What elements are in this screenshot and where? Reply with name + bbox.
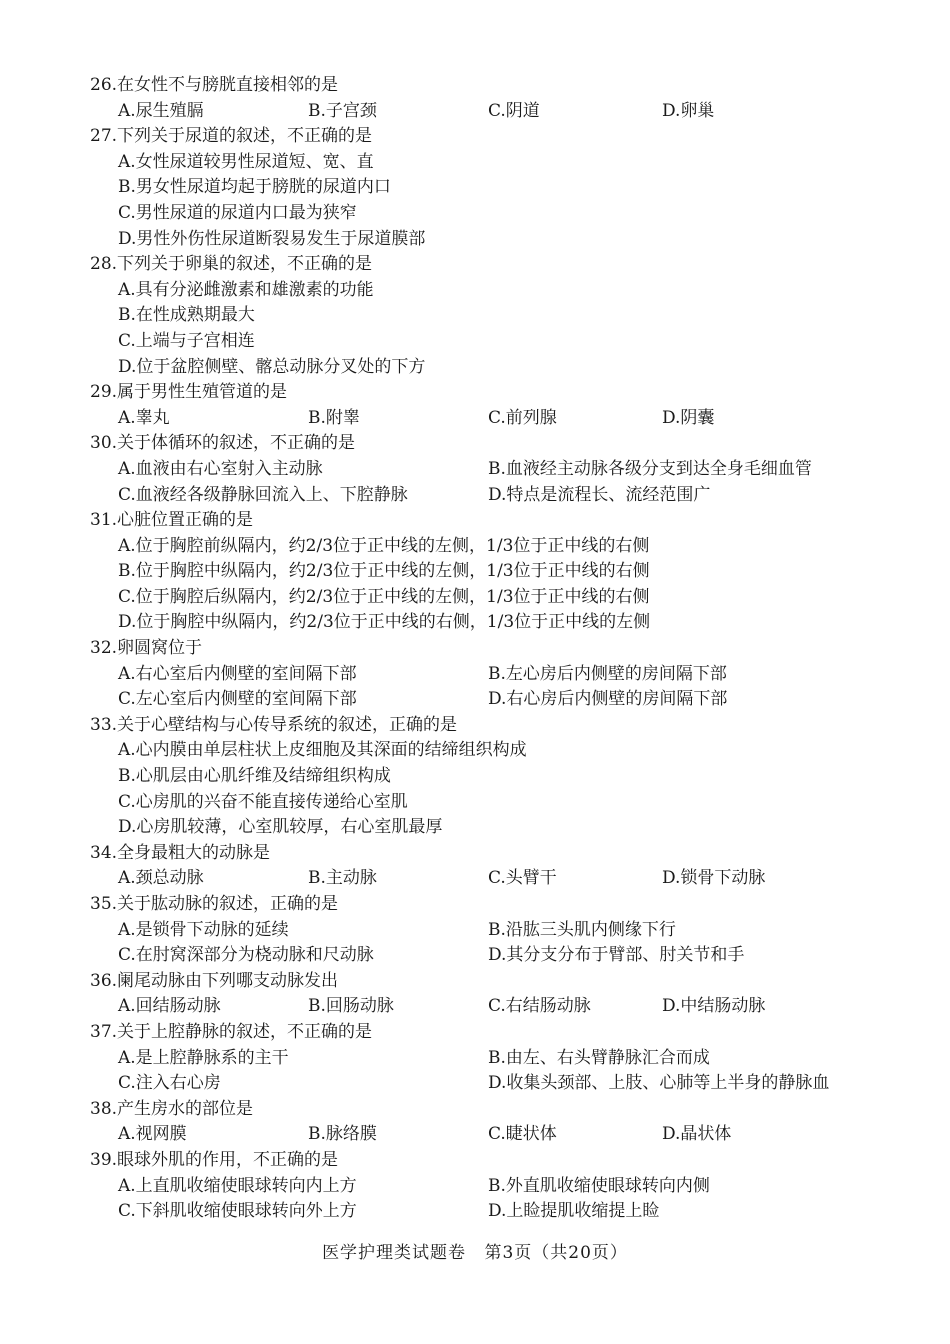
options-row (90, 662, 880, 688)
options-row (90, 406, 880, 432)
options-row (90, 943, 880, 969)
answer-option: A.上直肌收缩使眼球转向内上方 (118, 1175, 357, 1196)
answer-option: C.男性尿道的尿道内口最为狭窄 (118, 202, 357, 223)
answer-option: D.男性外伤性尿道断裂易发生于尿道膜部 (118, 228, 426, 249)
answer-option: C.在肘窝深部分为桡动脉和尺动脉 (118, 945, 374, 966)
options-row (90, 1071, 880, 1097)
question-stem: 30.关于体循环的叙述，不正确的是 (90, 433, 356, 454)
answer-option: A.是锁骨下动脉的延续 (118, 919, 289, 940)
answer-option: C.位于胸腔后纵隔内，约2/3位于正中线的左侧，1/3位于正中线的右侧 (118, 586, 650, 607)
answer-option: D.阴囊 (662, 407, 715, 428)
question-block (90, 713, 880, 841)
answer-option: A.是上腔静脉系的主干 (118, 1047, 289, 1068)
answer-option: B.男女性尿道均起于膀胱的尿道内口 (118, 177, 391, 198)
answer-option: A.颈总动脉 (118, 868, 204, 889)
question-block (90, 252, 880, 380)
question-block (90, 1097, 880, 1148)
answer-option: D.位于胸腔中纵隔内，约2/3位于正中线的右侧，1/3位于正中线的左侧 (118, 612, 651, 633)
options-row (90, 1174, 880, 1200)
answer-option: C.右结肠动脉 (488, 996, 591, 1017)
question-stem: 33.关于心壁结构与心传导系统的叙述，正确的是 (90, 714, 458, 735)
answer-option: A.血液由右心室射入主动脉 (118, 458, 323, 479)
answer-option: D.特点是流程长、流经范围广 (488, 484, 711, 505)
options-row (90, 1046, 880, 1072)
answer-option: B.沿肱三头肌内侧缘下行 (488, 919, 676, 940)
answer-option: B.回肠动脉 (308, 996, 394, 1017)
answer-option: D.晶状体 (662, 1124, 732, 1145)
answer-option: C.左心室后内侧壁的室间隔下部 (118, 689, 357, 710)
answer-option: C.心房肌的兴奋不能直接传递给心室肌 (118, 791, 408, 812)
answer-option: D.位于盆腔侧壁、髂总动脉分叉处的下方 (118, 356, 426, 377)
question-block (90, 431, 880, 508)
options-row (90, 918, 880, 944)
question-block (90, 969, 880, 1020)
question-block (90, 841, 880, 892)
footer-title: 医学护理类试题卷 (322, 1243, 467, 1263)
question-stem: 35.关于肱动脉的叙述，正确的是 (90, 894, 339, 914)
answer-option: D.上睑提肌收缩提上睑 (488, 1201, 660, 1222)
question-block (90, 1148, 880, 1225)
answer-option: C.前列腺 (488, 407, 557, 428)
options-row (90, 457, 880, 483)
question-block (90, 892, 880, 969)
question-stem: 31.心脏位置正确的是 (90, 510, 254, 531)
question-stem: 38.产生房水的部位是 (90, 1098, 254, 1119)
answer-option: B.附睾 (308, 407, 360, 428)
answer-option: C.血液经各级静脉回流入上、下腔静脉 (118, 484, 408, 505)
question-stem: 36.阑尾动脉由下列哪支动脉发出 (90, 970, 339, 991)
answer-option: D.其分支分布于臂部、肘关节和手 (488, 945, 745, 966)
answer-option: C.上端与子宫相连 (118, 330, 255, 351)
question-stem: 34.全身最粗大的动脉是 (90, 842, 271, 863)
answer-option: B.左心房后内侧壁的房间隔下部 (488, 663, 727, 684)
options-row (90, 1199, 880, 1225)
options-row (90, 866, 880, 892)
answer-option: C.注入右心房 (118, 1073, 221, 1094)
answer-option: D.锁骨下动脉 (662, 868, 766, 889)
answer-option: C.睫状体 (488, 1124, 557, 1145)
page-footer (0, 1238, 950, 1263)
answer-option: A.右心室后内侧壁的室间隔下部 (118, 663, 357, 684)
answer-option: B.外直肌收缩使眼球转向内侧 (488, 1175, 710, 1196)
options-row (90, 1122, 880, 1148)
question-block (90, 73, 880, 124)
answer-option: B.在性成熟期最大 (118, 305, 255, 326)
question-stem: 29.属于男性生殖管道的是 (90, 382, 288, 403)
question-list (90, 73, 880, 1225)
answer-option: C.下斜肌收缩使眼球转向外上方 (118, 1201, 357, 1222)
answer-option: B.子宫颈 (308, 100, 377, 121)
answer-option: B.脉络膜 (308, 1124, 377, 1145)
question-stem: 39.眼球外肌的作用，不正确的是 (90, 1149, 339, 1170)
answer-option: A.睾丸 (118, 407, 170, 428)
answer-option: C.头臂干 (488, 868, 557, 889)
question-stem: 37.关于上腔静脉的叙述，不正确的是 (90, 1021, 373, 1042)
question-stem: 27.下列关于尿道的叙述，不正确的是 (90, 126, 373, 147)
answer-option: A.具有分泌雌激素和雄激素的功能 (118, 279, 374, 300)
answer-option: B.由左、右头臂静脉汇合而成 (488, 1047, 710, 1068)
answer-option: D.中结肠动脉 (662, 996, 766, 1017)
answer-option: A.女性尿道较男性尿道短、宽、直 (118, 151, 374, 172)
options-row (90, 99, 880, 125)
question-block (90, 380, 880, 431)
question-stem: 32.卵圆窝位于 (90, 638, 203, 659)
options-row (90, 994, 880, 1020)
answer-option: C.阴道 (488, 100, 540, 121)
question-block (90, 124, 880, 252)
options-row (90, 687, 880, 713)
question-block (90, 508, 880, 636)
footer-page-number: 第3页（共20页） (484, 1243, 628, 1263)
options-row (90, 483, 880, 509)
answer-option: A.心内膜由单层柱状上皮细胞及其深面的结缔组织构成 (118, 740, 527, 761)
answer-option: B.心肌层由心肌纤维及结缔组织构成 (118, 766, 391, 787)
answer-option: D.卵巢 (662, 100, 715, 121)
question-stem: 26.在女性不与膀胱直接相邻的是 (90, 75, 339, 95)
answer-option: A.位于胸腔前纵隔内，约2/3位于正中线的左侧，1/3位于正中线的右侧 (118, 535, 650, 556)
answer-option: A.回结肠动脉 (118, 996, 221, 1017)
answer-option: B.血液经主动脉各级分支到达全身毛细血管 (488, 458, 812, 479)
answer-option: D.收集头颈部、上肢、心肺等上半身的静脉血 (488, 1073, 830, 1094)
answer-option: D.心房肌较薄，心室肌较厚，右心室肌最厚 (118, 817, 443, 838)
answer-option: A.视网膜 (118, 1124, 187, 1145)
question-stem: 28.下列关于卵巢的叙述，不正确的是 (90, 254, 373, 275)
answer-option: A.尿生殖膈 (118, 100, 204, 121)
question-block (90, 1020, 880, 1097)
answer-option: B.主动脉 (308, 868, 377, 889)
question-block (90, 636, 880, 713)
answer-option: B.位于胸腔中纵隔内，约2/3位于正中线的左侧，1/3位于正中线的右侧 (118, 561, 650, 582)
answer-option: D.右心房后内侧壁的房间隔下部 (488, 689, 728, 710)
